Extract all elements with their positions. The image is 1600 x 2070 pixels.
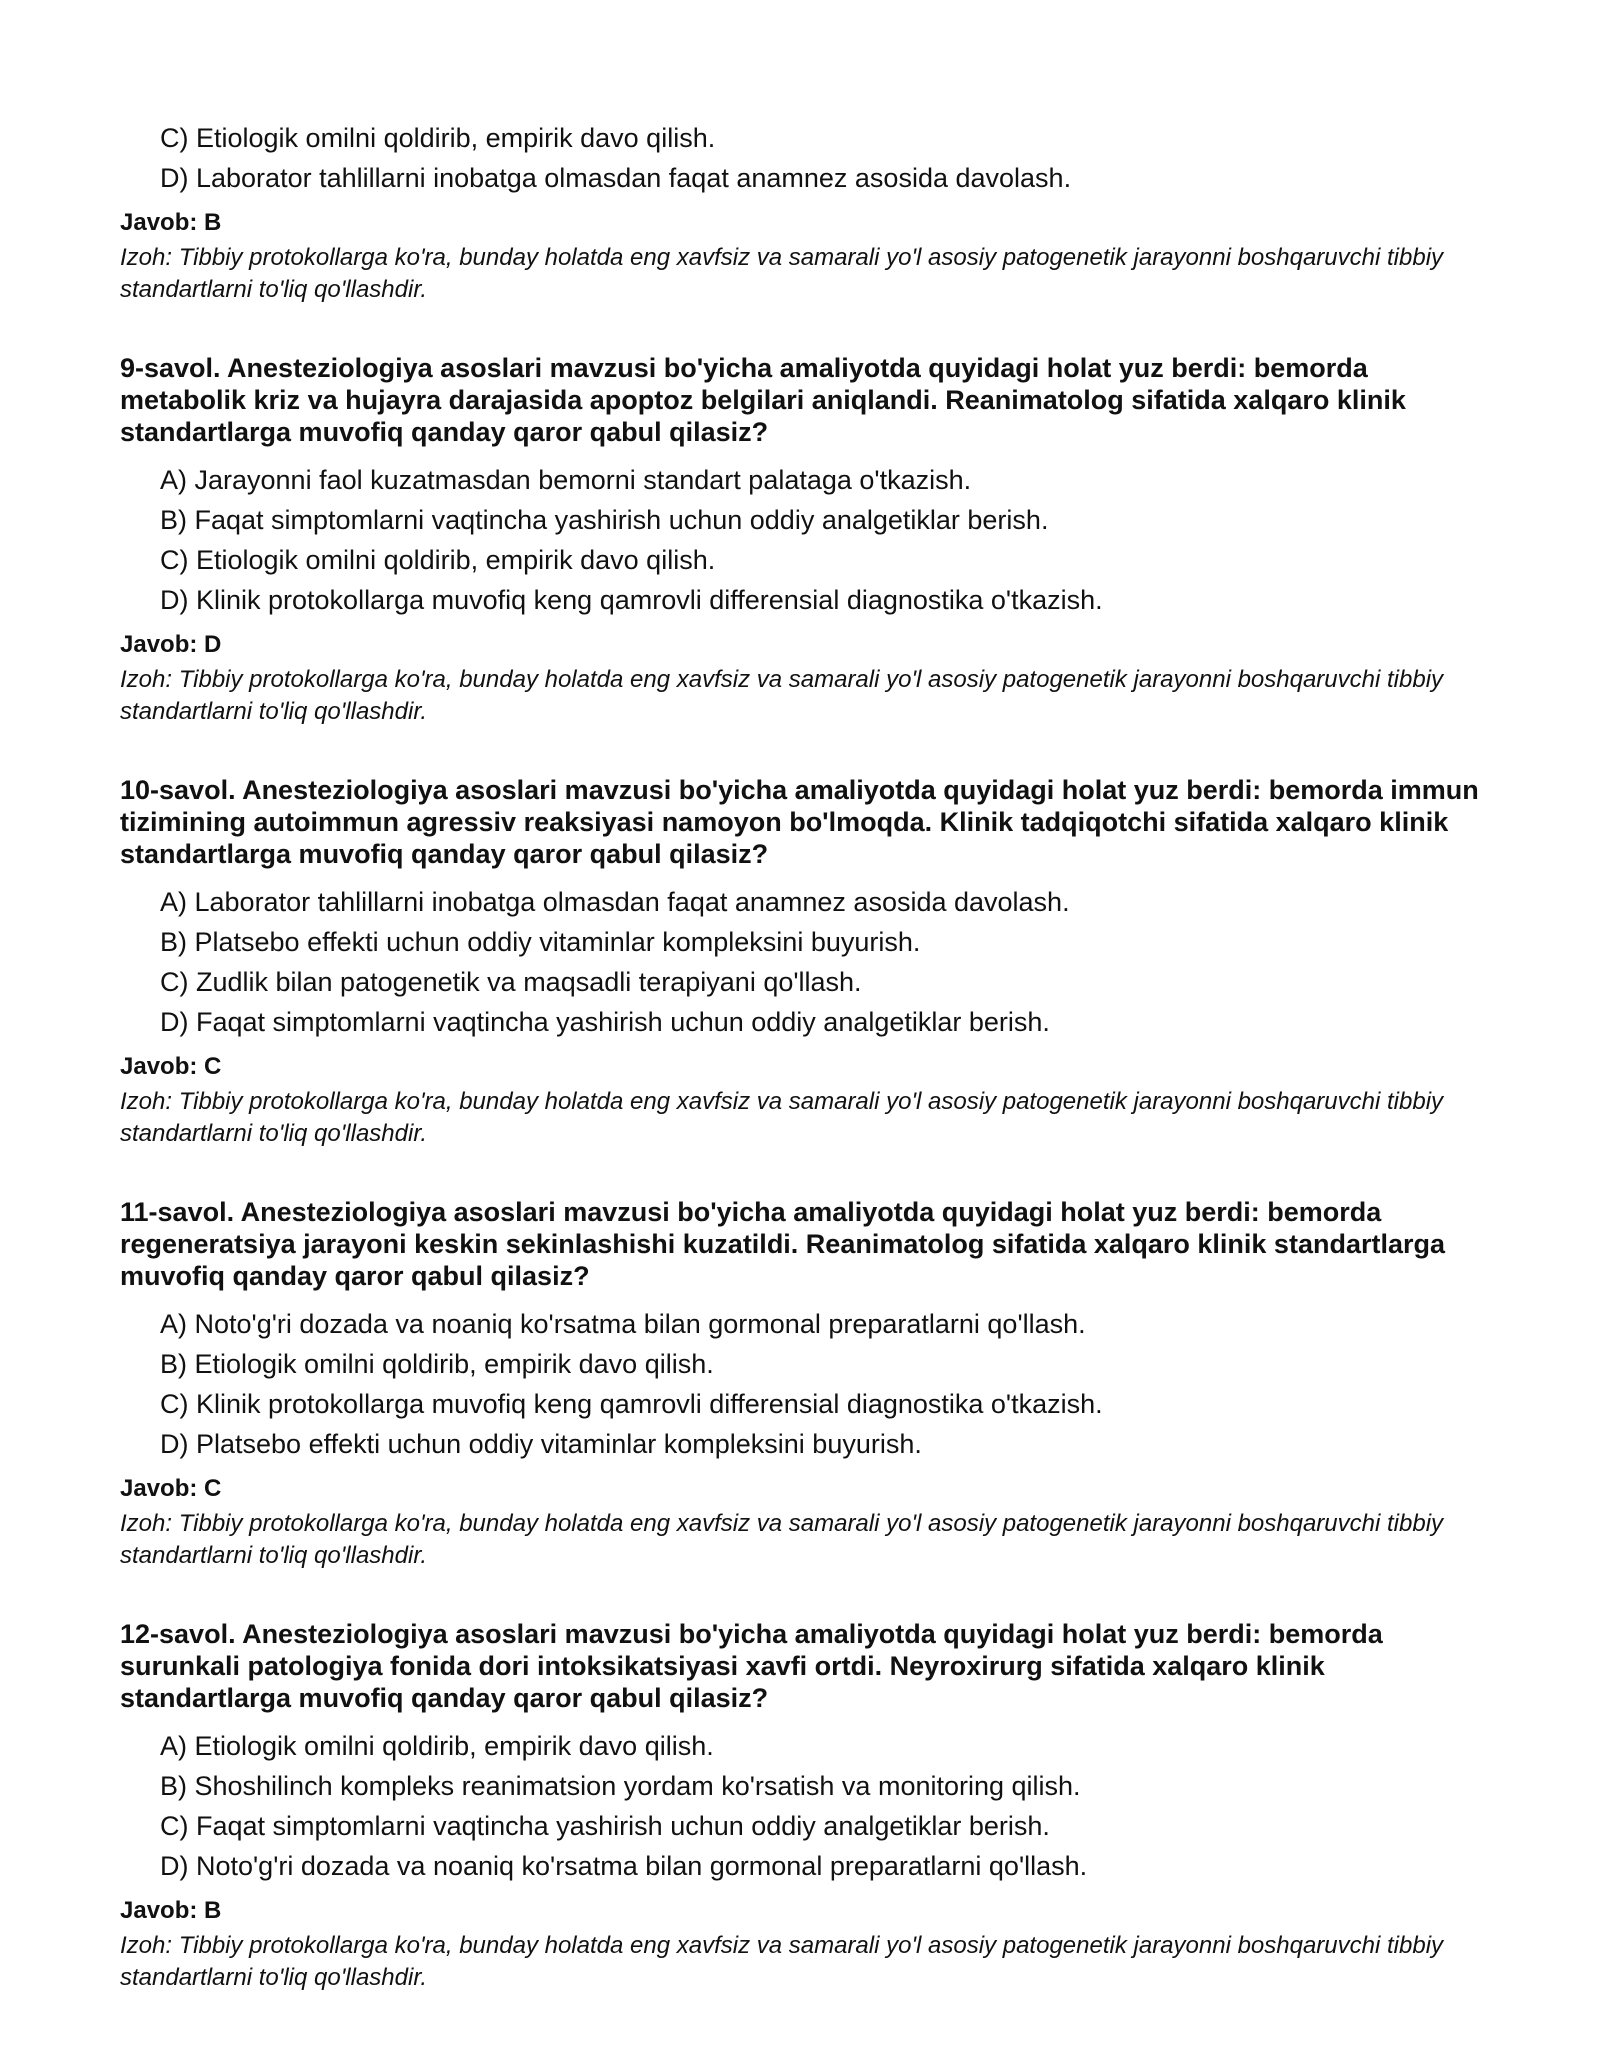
document-page: [120, 118, 1480, 1994]
option-d: D) Platsebo effekti uchun oddiy vitaminlar kompleksini buyurish.: [160, 1429, 922, 1459]
option-d: D) Klinik protokollarga muvofiq keng qamrovli differensial diagnostika o'tkazish.: [160, 585, 1103, 615]
question-8-continuation: [120, 118, 1480, 306]
explanation-note: Izoh: Tibbiy protokollarga ko'ra, bunday holatda eng xavfsiz va samarali yo'l asosiy patogenetik jarayonni boshqaruvchi tibbiy standartlarni to'liq qo'llashdir.: [120, 1932, 1444, 1991]
answer-label: Javob: C: [120, 1053, 222, 1080]
option-a: A) Jarayonni faol kuzatmasdan bemorni standart palataga o'tkazish.: [160, 465, 972, 495]
explanation-note: Izoh: Tibbiy protokollarga ko'ra, bunday holatda eng xavfsiz va samarali yo'l asosiy patogenetik jarayonni boshqaruvchi tibbiy standartlarni to'liq qo'llashdir.: [120, 1510, 1444, 1569]
option-a: A) Noto'g'ri dozada va noaniq ko'rsatma bilan gormonal preparatlarni qo'llash.: [160, 1309, 1086, 1339]
question-11: [120, 1196, 1480, 1572]
answer-label: Javob: C: [120, 1475, 222, 1502]
option-b: B) Etiologik omilni qoldirib, empirik davo qilish.: [160, 1349, 714, 1379]
option-c: C) Zudlik bilan patogenetik va maqsadli terapiyani qo'llash.: [160, 967, 862, 997]
answer-label: Javob: B: [120, 209, 222, 236]
question-9: [120, 352, 1480, 728]
option-c: C) Faqat simptomlarni vaqtincha yashirish uchun oddiy analgetiklar berish.: [160, 1811, 1050, 1841]
question-text: 9-savol. Anesteziologiya asoslari mavzusi bo'yicha amaliyotda quyidagi holat yuz berdi: bemorda metabolik kriz va hujayra darajasida apoptoz belgilari aniqlandi. Reanimatolog sifatida xalqaro klinik standartlarga muvofiq qanday qaror qabul qilasiz?: [120, 353, 1406, 447]
option-d: D) Faqat simptomlarni vaqtincha yashirish uchun oddiy analgetiklar berish.: [160, 1007, 1050, 1037]
explanation-note: Izoh: Tibbiy protokollarga ko'ra, bunday holatda eng xavfsiz va samarali yo'l asosiy patogenetik jarayonni boshqaruvchi tibbiy standartlarni to'liq qo'llashdir.: [120, 244, 1444, 303]
answer-label: Javob: B: [120, 1897, 222, 1924]
option-a: A) Laborator tahlillarni inobatga olmasdan faqat anamnez asosida davolash.: [160, 887, 1070, 917]
question-text: 10-savol. Anesteziologiya asoslari mavzusi bo'yicha amaliyotda quyidagi holat yuz berdi: bemorda immun tizimining autoimmun agressiv reaksiyasi namoyon bo'lmoqda. Klinik tadqiqotchi sifatida xalqaro klinik standartlarga muvofiq qanday qaror qabul qilasiz?: [120, 775, 1479, 869]
question-10: [120, 774, 1480, 1150]
option-c: C) Etiologik omilni qoldirib, empirik davo qilish.: [160, 123, 716, 153]
question-text: 12-savol. Anesteziologiya asoslari mavzusi bo'yicha amaliyotda quyidagi holat yuz berdi: bemorda surunkali patologiya fonida dori intoksikatsiyasi xavfi ortdi. Neyroxirurg sifatida xalqaro klinik standartlarga muvofiq qanday qaror qabul qilasiz?: [120, 1619, 1383, 1713]
question-12: [120, 1618, 1480, 1994]
option-c: C) Etiologik omilni qoldirib, empirik davo qilish.: [160, 545, 716, 575]
option-b: B) Platsebo effekti uchun oddiy vitaminlar kompleksini buyurish.: [160, 927, 921, 957]
option-b: B) Faqat simptomlarni vaqtincha yashirish uchun oddiy analgetiklar berish.: [160, 505, 1049, 535]
option-d: D) Noto'g'ri dozada va noaniq ko'rsatma bilan gormonal preparatlarni qo'llash.: [160, 1851, 1088, 1881]
explanation-note: Izoh: Tibbiy protokollarga ko'ra, bunday holatda eng xavfsiz va samarali yo'l asosiy patogenetik jarayonni boshqaruvchi tibbiy standartlarni to'liq qo'llashdir.: [120, 666, 1444, 725]
option-a: A) Etiologik omilni qoldirib, empirik davo qilish.: [160, 1731, 714, 1761]
answer-label: Javob: D: [120, 631, 222, 658]
option-c: C) Klinik protokollarga muvofiq keng qamrovli differensial diagnostika o'tkazish.: [160, 1389, 1103, 1419]
option-b: B) Shoshilinch kompleks reanimatsion yordam ko'rsatish va monitoring qilish.: [160, 1771, 1081, 1801]
explanation-note: Izoh: Tibbiy protokollarga ko'ra, bunday holatda eng xavfsiz va samarali yo'l asosiy patogenetik jarayonni boshqaruvchi tibbiy standartlarni to'liq qo'llashdir.: [120, 1088, 1444, 1147]
option-d: D) Laborator tahlillarni inobatga olmasdan faqat anamnez asosida davolash.: [160, 163, 1072, 193]
question-text: 11-savol. Anesteziologiya asoslari mavzusi bo'yicha amaliyotda quyidagi holat yuz berdi: bemorda regeneratsiya jarayoni keskin sekinlashishi kuzatildi. Reanimatolog sifatida xalqaro klinik standartlarga muvofiq qanday qaror qabul qilasiz?: [120, 1197, 1445, 1291]
